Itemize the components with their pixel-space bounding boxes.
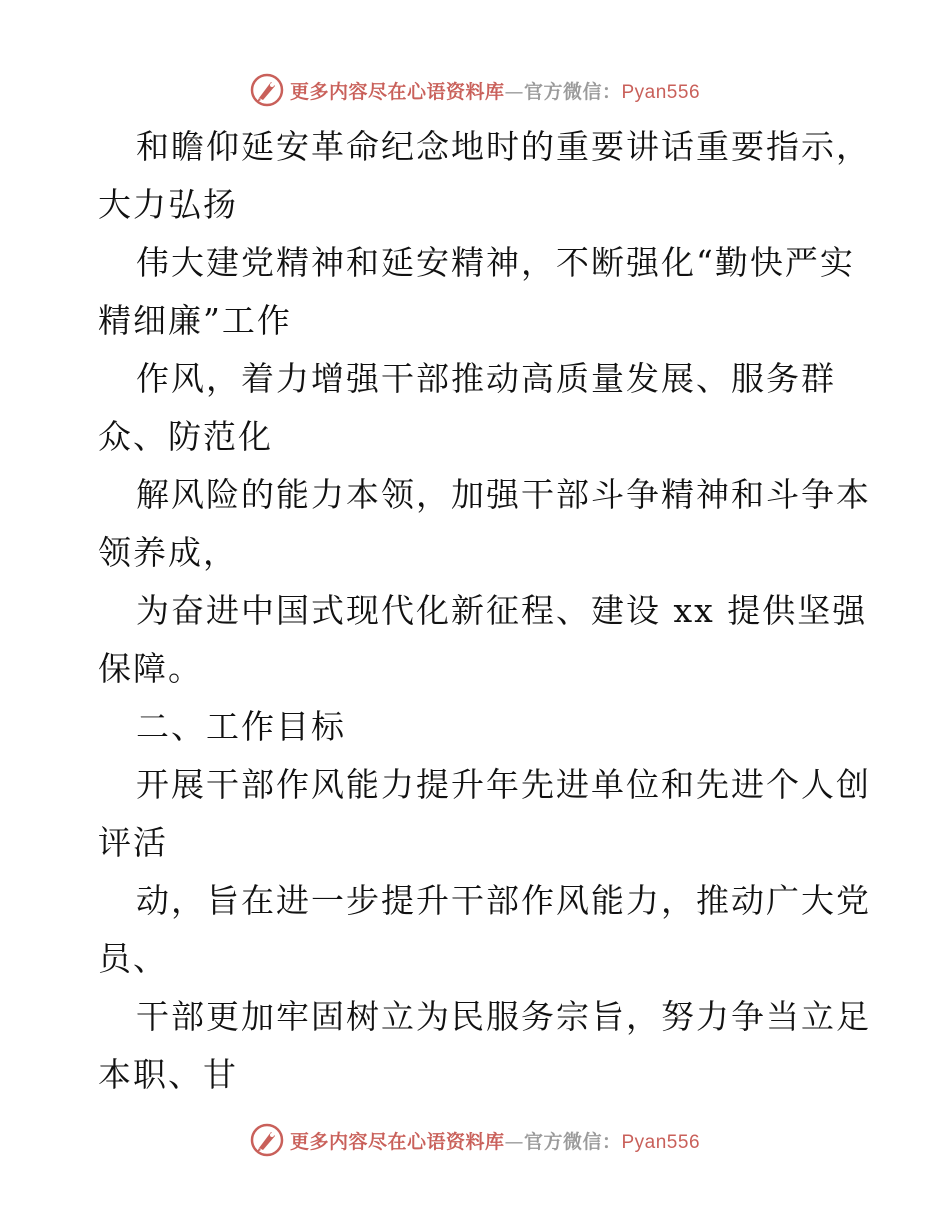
text-line: 本职、甘 [98, 1055, 238, 1094]
watermark-wechat-id: Pyan556 [621, 81, 701, 103]
text-line: 解风险的能力本领，加强干部斗争精神和斗争本 [136, 475, 871, 514]
footer-watermark [0, 1120, 950, 1160]
section-heading: 二、工作目标 [136, 707, 346, 746]
text-line: 领养成， [98, 533, 238, 572]
watermark-main-text: 更多内容尽在心语资料库 [289, 1130, 505, 1153]
watermark-main-text: 更多内容尽在心语资料库 [289, 80, 505, 103]
header-watermark [0, 70, 950, 110]
watermark-wechat-label: 官方微信： [523, 1130, 622, 1153]
watermark-wechat-label: 官方微信： [523, 80, 622, 103]
text-line: 干部更加牢固树立为民服务宗旨，努力争当立足 [136, 997, 871, 1036]
text-line: 保障。 [98, 649, 203, 688]
text-line: 员、 [98, 939, 168, 978]
pen-nib-logo-icon [250, 1123, 284, 1157]
text-line: 作风，着力增强干部推动高质量发展、服务群 [136, 359, 836, 398]
text-line: 大力弘扬 [98, 185, 238, 224]
text-line: 评活 [98, 823, 168, 862]
text-line: 开展干部作风能力提升年先进单位和先进个人创 [136, 765, 871, 804]
text-line: 众、防范化 [98, 417, 273, 456]
watermark-dash: — [504, 80, 524, 103]
text-line: 动，旨在进一步提升干部作风能力，推动广大党 [136, 881, 871, 920]
watermark-dash: — [504, 1130, 524, 1153]
text-line: 精细廉”工作 [98, 301, 292, 340]
text-line: 伟大建党精神和延安精神，不断强化“勤快严实 [136, 243, 855, 282]
pen-nib-logo-icon [250, 73, 284, 107]
watermark-wechat-id: Pyan556 [621, 1131, 701, 1153]
text-line: 和瞻仰延安革命纪念地时的重要讲话重要指示， [136, 127, 871, 166]
document-body [98, 118, 871, 1104]
text-line: 为奋进中国式现代化新征程、建设 xx 提供坚强 [136, 591, 868, 630]
